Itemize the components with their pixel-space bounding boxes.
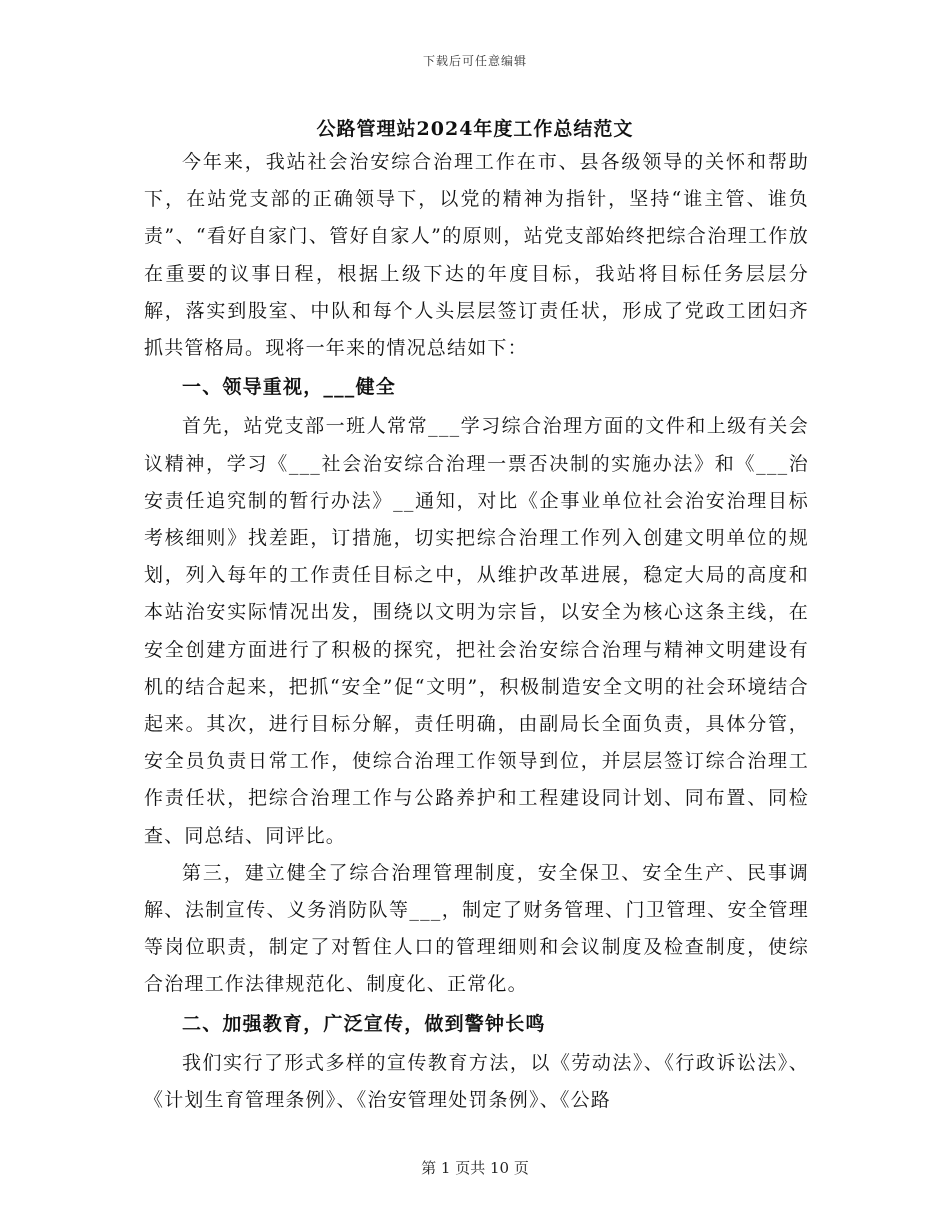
paragraph-section1-first: 首先，站党支部一班人常常___学习综合治理方面的文件和上级有关会议精神，学习《___社会治安综合治理一票否决制的实施办法》和《___治安责任追究制的暂行办法》__通知，对比《企事业单位社会治安治理目标考核细则》找差距，订措施，切实把综合治理工作列入创建文明单位的规划，列入每年的工作责任目标之中，从维护改革进展，稳定大局的高度和本站治安实际情况出发，围绕以文明为宗旨，以安全为核心这条主线，在安全创建方面进行了积极的探究，把社会治安综合治理与精神文明建设有机的结合起来，把抓“安全”促“文明”，积极制造安全文明的社会环境结合起来。其次，进行目标分解，责任明确，由副局长全面负责，具体分管，安全员负责日常工作，使综合治理工作领导到位，并层层签订综合治理工作责任状，把综合治理工作与公路养护和工程建设同计划、同布置、同检查、同总结、同评比。 xyxy=(144,415,809,847)
document-title: 公路管理站2024年度工作总结范文 xyxy=(316,118,634,140)
section-heading-2: 二、加强教育，广泛宣传，做到警钟长鸣 xyxy=(182,1012,546,1035)
page-footer: 第 1 页共 10 页 xyxy=(421,1159,529,1177)
section-heading-1: 一、领导重视，___健全 xyxy=(182,376,396,399)
paragraph-section2-first: 我们实行了形式多样的宣传教育方法，以《劳动法》、《行政诉讼法》、《计划生育管理条例》、《治安管理处罚条例》、《公路 xyxy=(144,1051,809,1112)
paragraph-intro: 今年来，我站社会治安综合治理工作在市、县各级领导的关怀和帮助下，在站党支部的正确领导下，以党的精神为指针，坚持“谁主管、谁负责”、“看好自家门、管好自家人”的原则，站党支部始终把综合治理工作放在重要的议事日程，根据上级下达的年度目标，我站将目标任务层层分解，落实到股室、中队和每个人头层层签订责任状，形成了党政工团妇齐抓共管格局。现将一年来的情况总结如下： xyxy=(144,151,809,360)
document-body xyxy=(144,144,809,1119)
paragraph-section1-third: 第三，建立健全了综合治理管理制度，安全保卫、安全生产、民事调解、法制宣传、义务消防队等___，制定了财务管理、门卫管理、安全管理等岗位职责，制定了对暂住人口的管理细则和会议制度及检查制度，使综合治理工作法律规范化、制度化、正常化。 xyxy=(144,861,809,996)
header-note: 下载后可任意编辑 xyxy=(422,54,527,68)
